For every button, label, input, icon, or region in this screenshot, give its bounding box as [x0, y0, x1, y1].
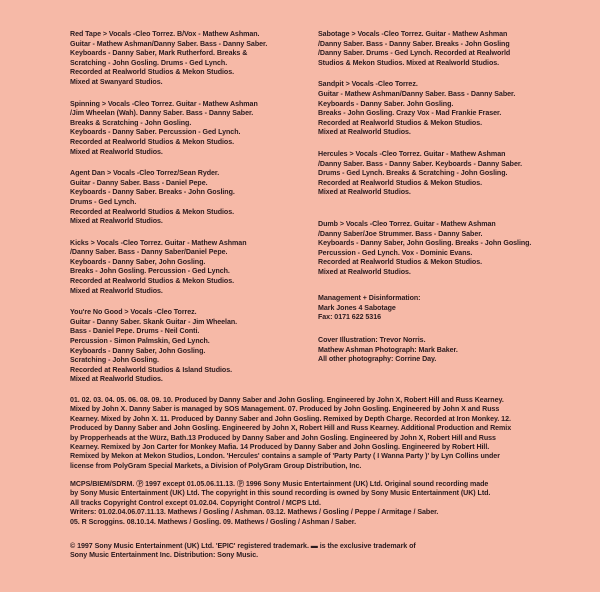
cover-credits — [318, 336, 588, 377]
credit-dumb: Dumb > Vocals -Cleo Torrez. Guitar - Mathew Ashman /Danny Saber/Joe Strummer. Bass - Danny Saber. Keyboards - Danny Saber, John Gosling. Breaks - John Gosling. Percussion - Ged Lynch. Vox - Dominic Evans. Recorded at Realworld Studios & Mekon Studios. Mixed at Realworld Studios. — [318, 219, 532, 276]
credit-sabotage: Sabotage > Vocals -Cleo Torrez. Guitar - Mathew Ashman /Danny Saber. Bass - Danny Saber. Breaks - John Gosling /Danny Saber. Drums - Ged Lynch. Recorded at Realworld Studios & Mekon Studios. Mixed at Realworld Studios. — [318, 30, 511, 67]
management-text: Management + Disinformation: Mark Jones 4 Sabotage Fax: 0171 622 5316 — [318, 294, 421, 322]
credit-kicks: Kicks > Vocals -Cleo Torrez. Guitar - Mathew Ashman /Danny Saber. Bass - Danny Saber/Daniel Pepe. Keyboards - Danny Saber, John Gosling. Breaks - John Gosling. Percussion - Ged Lynch. Recorded at Realworld Studios & Mekon Studios. Mixed at Realworld Studios. — [70, 238, 247, 295]
left-column-credits — [70, 30, 295, 397]
credit-spinning: Spinning > Vocals -Cleo Torrez. Guitar - Mathew Ashman /Jim Wheelan (Wah). Danny Saber. Bass - Danny Saber. Breaks & Scratching - John Gosling. Keyboards - Danny Saber. Percussion - Ged Lynch. Recorded at Realworld Studios & Mekon Studios. Mixed at Realworld Studios. — [70, 99, 258, 156]
management-info — [318, 294, 588, 335]
credit-sandpit: Sandpit > Vocals -Cleo Torrez. Guitar - Mathew Ashman/Danny Saber. Bass - Danny Saber. Keyboards - Danny Saber. John Gosling. Breaks - John Gosling. Crazy Vox - Mad Frankie Fraser. Recorded at Realworld Studios & Mekon Studios. Mixed at Realworld Studios. — [318, 80, 516, 137]
credit-youre-no-good: You're No Good > Vocals -Cleo Torrez. Guitar - Danny Saber. Skank Guitar - Jim Wheelan. Bass - Daniel Pepe. Drums - Neil Conti. Percussion - Simon Palmskin, Ged Lynch. Keyboards - Danny Saber, John Gosling. Scratching - John Gosling. Recorded at Realworld Studios & Island Studios. Mixed at Realworld Studios. — [70, 308, 238, 384]
production-text: 01. 02. 03. 04. 05. 06. 08. 09. 10. Produced by Danny Saber and John Gosling. Engineered by John X, Robert Hill and Russ Kearney. Mixed by John X. Danny Saber is managed by SOS Management. 07. Produced by John Gosling. Engineered by John X and Russ Kearney. Mixed by John X. 11. Produced by Danny Saber and John Gosling. Remixed by Depth Charge. Recorded at Iron Monkey. 12. Produced by Danny Saber and John Gosling. Engineered by John X, Robert Hill and Russ Kearney. Additional Production and Remix by Propperheads at the Würz, Bath.13 Produced by Danny Saber and John Gosling. Engineered by John X, Robert Hill and Russ Kearney. Remixed by Jon Carter for Monkey Mafia. 14 Produced by Danny Saber and John Gosling. Engineered by Robert Hill. Remixed by Mekon at Mekon Studios, London. 'Hercules' contains a sample of 'Party Party ( I Wanna Party )' by Lyn Collins under license from PolyGram Special Markets, a Division of PolyGram Group Distribution, Inc. — [70, 396, 512, 470]
right-column-credits — [318, 30, 588, 289]
production-notes — [70, 396, 540, 471]
credit-agent-dan: Agent Dan > Vocals -Cleo Torrez/Sean Ryder. Guitar - Danny Saber. Bass - Daniel Pepe. Keyboards - Danny Saber. Breaks - John Gosling. Drums - Ged Lynch. Recorded at Realworld Studios & Mekon Studios. Mixed at Realworld Studios. — [70, 169, 235, 226]
trademark-text: © 1997 Sony Music Entertainment (UK) Ltd. 'EPIC' registered trademark. ▬ is the exclusive trademark of Sony Music Entertainment Inc. Distribution: Sony Music. — [70, 542, 416, 560]
copyright-text: MCPS/BIEM/SDRM. Ⓟ 1997 except 01.05.06.11.13. Ⓟ 1996 Sony Music Entertainment (UK) Ltd. Original sound recording made by Sony Music Entertainment (UK) Ltd. The copyright in this sound recording is owned by Sony Music Entertainment (UK) Ltd. All tracks Copyright Control except 01.02.04. Copyright Control / MCPS Ltd. Writers: 01.02.04.06.07.11.13. Mathews / Gosling / Ashman. 03.12. Mathews / Gosling / Peppe / Armitage / Saber. 05. R Scroggins. 08.10.14. Mathews / Gosling. 09. Mathews / Gosling / Ashman / Saber. — [70, 480, 491, 526]
cover-text: Cover Illustration: Trevor Norris. Mathew Ashman Photograph: Mark Baker. All other photography: Corrine Day. — [318, 336, 458, 364]
credit-red-tape: Red Tape > Vocals -Cleo Torrez. B/Vox - Mathew Ashman. Guitar - Mathew Ashman/Danny Saber. Bass - Danny Saber. Keyboards - Danny Saber, Mark Rutherford. Breaks & Scratching - John Gosling. Drums - Ged Lynch. Recorded at Realworld Studios & Mekon Studios. Mixed at Swanyard Studios. — [70, 30, 268, 86]
copyright-notes — [70, 480, 540, 527]
trademark-notes — [70, 542, 540, 561]
credit-hercules: Hercules > Vocals -Cleo Torrez. Guitar - Mathew Ashman /Danny Saber. Bass - Danny Saber. Keyboards - Danny Saber. Drums - Ged Lynch. Breaks & Scratching - John Gosling. Recorded at Realworld Studios & Mekon Studios. Mixed at Realworld Studios. — [318, 149, 523, 197]
